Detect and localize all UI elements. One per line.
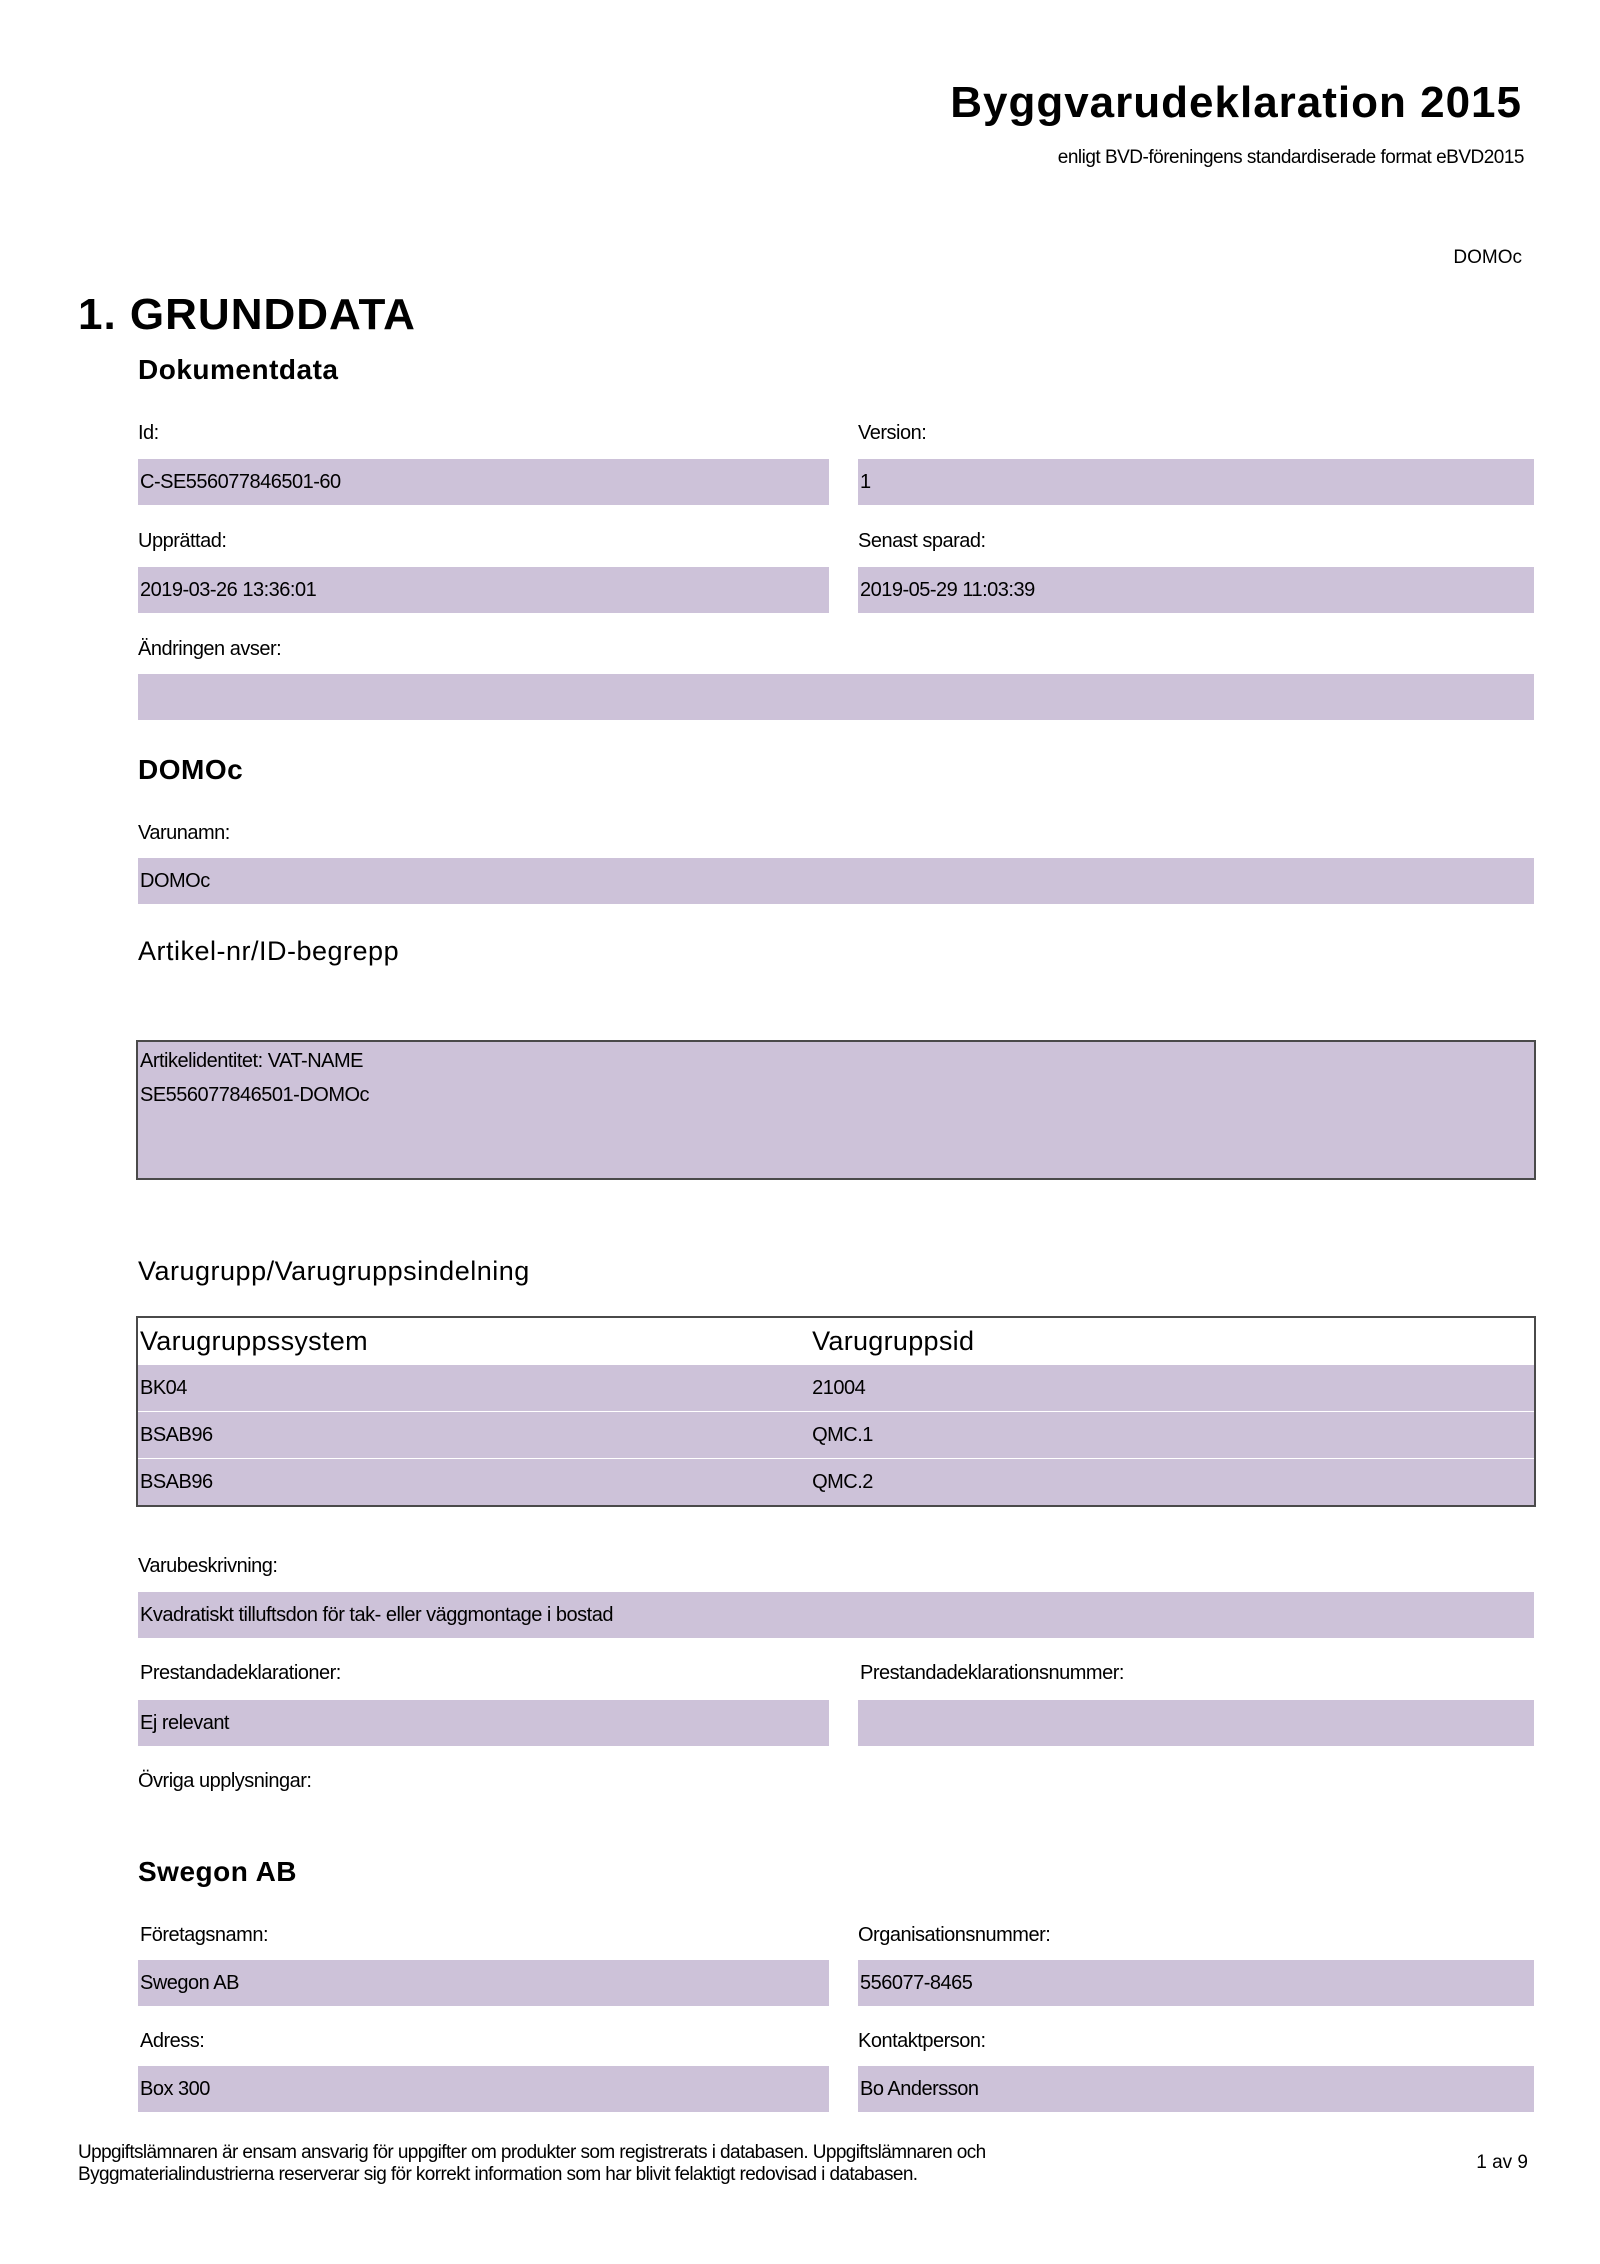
contact-label: Kontaktperson: xyxy=(858,2030,986,2052)
company-name-label: Företagsnamn: xyxy=(140,1924,269,1946)
address-label: Adress: xyxy=(140,2030,205,2052)
section-title: 1. GRUNDDATA xyxy=(78,290,416,339)
product-name-field xyxy=(138,858,1534,904)
product-name-label: Varunamn: xyxy=(138,822,230,844)
contact-field xyxy=(858,2066,1534,2112)
change-field xyxy=(138,674,1534,720)
performance-number-value xyxy=(858,1712,860,1734)
table-cell: 21004 xyxy=(812,1377,866,1399)
saved-value: 2019-05-29 11:03:39 xyxy=(860,579,1035,601)
table-row xyxy=(138,1458,1534,1505)
performance-label: Prestandadeklarationer: xyxy=(140,1662,341,1684)
table-row xyxy=(138,1364,1534,1411)
product-heading: DOMOc xyxy=(138,754,244,785)
id-value: C-SE556077846501-60 xyxy=(140,471,341,493)
performance-value: Ej relevant xyxy=(140,1712,229,1734)
org-number-value: 556077-8465 xyxy=(860,1972,973,1994)
table-cell: QMC.2 xyxy=(812,1471,873,1493)
table-header-row xyxy=(138,1318,1534,1364)
table-cell: BSAB96 xyxy=(140,1424,213,1446)
column-header: Varugruppsid xyxy=(812,1326,975,1356)
description-label: Varubeskrivning: xyxy=(138,1555,278,1577)
performance-number-field xyxy=(858,1700,1534,1746)
document-title: Byggvarudeklaration 2015 xyxy=(950,78,1522,127)
other-info-label: Övriga upplysningar: xyxy=(138,1770,312,1792)
org-number-label: Organisationsnummer: xyxy=(858,1924,1051,1946)
footer-line: Byggmaterialindustrierna reserverar sig för korrekt information som har blivit felaktigt redovisad i databasen. xyxy=(78,2164,918,2185)
version-field xyxy=(858,459,1534,505)
description-field xyxy=(138,1592,1534,1638)
version-value: 1 xyxy=(860,471,871,493)
product-name-value: DOMOc xyxy=(140,870,210,892)
table-cell: QMC.1 xyxy=(812,1424,873,1446)
created-value: 2019-03-26 13:36:01 xyxy=(140,579,317,601)
contact-value: Bo Andersson xyxy=(860,2078,979,2100)
org-number-field xyxy=(858,1960,1534,2006)
table-cell: BK04 xyxy=(140,1377,187,1399)
column-header: Varugruppssystem xyxy=(140,1326,368,1356)
article-id-line: SE556077846501-DOMOc xyxy=(140,1084,370,1106)
dokumentdata-heading: Dokumentdata xyxy=(138,354,339,385)
article-id-line: Artikelidentitet: VAT-NAME xyxy=(140,1050,363,1072)
table-cell: BSAB96 xyxy=(140,1471,213,1493)
header-product-name: DOMOc xyxy=(1453,247,1522,268)
table-row xyxy=(138,1411,1534,1458)
saved-label: Senast sparad: xyxy=(858,530,986,552)
page-number: 1 av 9 xyxy=(1476,2152,1528,2173)
performance-field xyxy=(138,1700,829,1746)
address-value: Box 300 xyxy=(140,2078,210,2100)
performance-number-label: Prestandadeklarationsnummer: xyxy=(860,1662,1124,1684)
document-subtitle: enligt BVD-föreningens standardiserade format eBVD2015 xyxy=(1057,147,1524,168)
article-heading: Artikel-nr/ID-begrepp xyxy=(138,936,400,966)
change-value xyxy=(138,686,140,708)
group-heading: Varugrupp/Varugruppsindelning xyxy=(138,1256,530,1286)
company-name-value: Swegon AB xyxy=(140,1972,239,1994)
saved-field xyxy=(858,567,1534,613)
change-label: Ändringen avser: xyxy=(138,638,282,660)
created-label: Upprättad: xyxy=(138,530,227,552)
address-field xyxy=(138,2066,829,2112)
product-group-table xyxy=(136,1316,1536,1507)
footer-line: Uppgiftslämnaren är ensam ansvarig för uppgifter om produkter som registrerats i databasen. Uppgiftslämnaren och xyxy=(78,2142,986,2163)
description-value: Kvadratiskt tilluftsdon för tak- eller väggmontage i bostad xyxy=(140,1604,613,1626)
id-field xyxy=(138,459,829,505)
company-name-field xyxy=(138,1960,829,2006)
article-id-box xyxy=(136,1040,1536,1180)
id-label: Id: xyxy=(138,422,159,444)
version-label: Version: xyxy=(858,422,927,444)
company-heading: Swegon AB xyxy=(138,1856,298,1887)
footer-disclaimer xyxy=(78,2142,1178,2186)
created-field xyxy=(138,567,829,613)
